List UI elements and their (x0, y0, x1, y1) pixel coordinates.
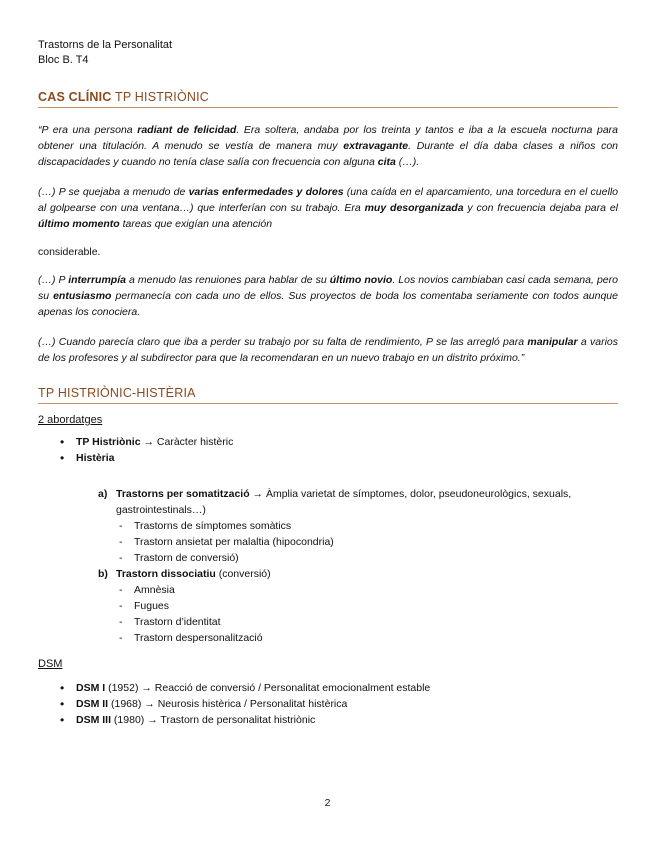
dsm-list (38, 680, 618, 728)
abordatges-list (38, 434, 618, 466)
list-item: - Fugues (116, 598, 618, 614)
case-text: (…) P se quejaba a menudo de (38, 186, 189, 198)
item-bold: DSM I (76, 682, 106, 694)
item-text: → Caràcter histèric (140, 436, 234, 448)
list-item: - Trastorn despersonalització (116, 630, 618, 646)
item-bold: TP Histriònic (76, 436, 141, 448)
header-block: Bloc B. T4 (38, 54, 89, 66)
subtype-dissociatiu (98, 566, 618, 646)
subtype-title: Trastorn dissociatiu (116, 568, 216, 580)
case-text: (…) P (38, 274, 69, 286)
case-text: y con frecuencia dejaba para el (463, 202, 618, 214)
case-emphasis: último momento (38, 218, 120, 230)
list-item (76, 434, 618, 450)
histeria-subtypes (98, 486, 618, 646)
item-text: (1980) → Trastorn de personalitat histriònic (111, 714, 316, 726)
case-text: a varios de los profesores y al subdirector para que la recomendaran en un nuevo trabajo en un distrito próximo.” (38, 336, 618, 364)
section-title-histrionic-histeria: TP HISTRIÒNIC-HISTÈRIA (38, 386, 618, 404)
case-emphasis: entusiasmo (53, 290, 112, 302)
case-text: (…) Cuando parecía claro que iba a perder su trabajo por su falta de rendimiento, P se las arregló para (38, 336, 528, 348)
item-bold: Histèria (76, 452, 115, 464)
list-item (76, 450, 618, 466)
list-item: - Trastorn ansietat per malaltia (hipocondria) (116, 534, 618, 550)
case-text: . Durante el día daba clases a niños con discapacidades y cuando no tenía clase salía con frecuencia con alguna (38, 140, 618, 168)
list-item: - Trastorn de conversió) (116, 550, 618, 566)
item-text: (1968) → Neurosis histèrica / Personalitat histèrica (108, 698, 348, 710)
section-title-rest: TP HISTRIÒNIC (111, 90, 210, 104)
case-emphasis: manipular (527, 336, 578, 348)
case-paragraph-3 (38, 272, 618, 320)
list-item (76, 712, 618, 728)
subtype-title: Trastorns per somatització (116, 488, 250, 500)
subtype-description: → Àmplia varietat de símptomes, dolor, pseudoneurològics, sexuals, gastrointestinals…) (116, 488, 572, 516)
case-text: (…). (395, 156, 420, 168)
item-text: (1952) → Reacció de conversió / Personalitat emocionalment estable (105, 682, 431, 694)
case-emphasis: interrumpía (68, 274, 126, 286)
subtype-description: (conversió) (215, 568, 271, 580)
case-paragraph-1 (38, 122, 618, 170)
list-item (76, 680, 618, 696)
case-text: “P era una persona (38, 124, 138, 136)
document-page (38, 38, 618, 728)
case-emphasis: último novio (329, 274, 393, 286)
subtype-list (116, 582, 618, 646)
case-paragraph-2-continued: considerable. (38, 246, 101, 258)
list-item: - Trastorns de símptomes somàtics (116, 518, 618, 534)
case-emphasis: extravagante (343, 140, 409, 152)
case-emphasis: cita (377, 156, 396, 168)
case-text: tareas que exigían una atención (119, 218, 273, 230)
case-text: permanecía con cada uno de ellos. Sus proyectos de boda los comentaba seriamente con todos aunque apenas los conociera. (38, 290, 618, 318)
list-item: - Trastorn d’identitat (116, 614, 618, 630)
case-emphasis: varias enfermedades y dolores (188, 186, 344, 198)
case-paragraph-2 (38, 184, 618, 232)
abordatges-heading: 2 abordatges (38, 414, 103, 426)
item-bold: DSM II (76, 698, 109, 710)
case-text: a menudo las renuiones para hablar de su (125, 274, 330, 286)
section-title-cas-clinic (38, 90, 618, 108)
case-paragraph-4 (38, 334, 618, 366)
case-text: . Era soltera, andaba por los treinta y tantos e iba a la escuela nocturna para obtener una titulación. A menudo se vestía de manera muy (38, 124, 618, 152)
list-item (76, 696, 618, 712)
section-title-bold: CAS CLÍNIC (38, 90, 112, 104)
subtype-somatitzacio (98, 486, 618, 566)
item-bold: DSM III (76, 714, 112, 726)
page-number: 2 (324, 797, 331, 809)
case-emphasis: muy desorganizada (364, 202, 464, 214)
subtype-list (116, 518, 618, 566)
case-text: . Los novios cambiaban casi cada semana, pero su (38, 274, 618, 302)
subtype-marker: b) (98, 568, 108, 580)
header-course: Trastorns de la Personalitat (38, 39, 173, 51)
subtype-marker: a) (98, 488, 108, 500)
case-emphasis: radiant de felicidad (137, 124, 237, 136)
list-item: - Amnèsia (116, 582, 618, 598)
dsm-heading: DSM (38, 658, 63, 670)
case-text: (una caída en el aparcamiento, una torcedura en el cuello al golpearse con una ventana…) que interferían con su trabajo. Era (38, 186, 618, 214)
